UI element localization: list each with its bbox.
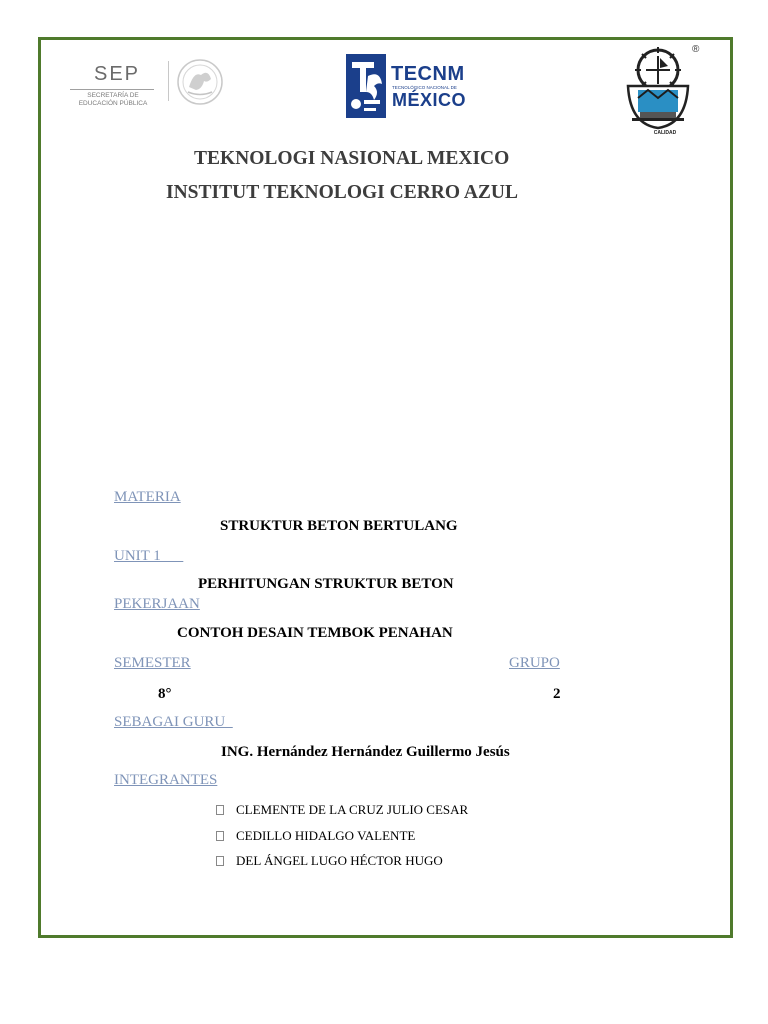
eagle-emblem-icon (174, 57, 226, 107)
grupo-value: 2 (553, 686, 561, 702)
tecnm-emblem-icon (344, 52, 390, 120)
member-name: CEDILLO HIDALGO VALENTE (236, 828, 416, 843)
tecnm-logo-country: MÉXICO (392, 90, 467, 110)
institute-seal-icon (622, 46, 692, 130)
institute-seal-logo (620, 44, 710, 144)
guru-value: ING. Hernández Hernández Guillermo Jesús (221, 744, 510, 760)
list-item (216, 828, 415, 844)
bullet-box-icon (216, 805, 224, 815)
bullet-box-icon (216, 856, 224, 866)
integrantes-label: INTEGRANTES (114, 772, 218, 788)
unit-value: PERHITUNGAN STRUKTUR BETON (198, 576, 454, 592)
registered-mark: ® (692, 44, 700, 55)
header-line2: INSTITUT TEKNOLOGI CERRO AZUL (166, 182, 519, 203)
materia-value: STRUKTUR BETON BERTULANG (220, 518, 458, 534)
seal-caption: CALIDAD (653, 130, 677, 136)
member-name: DEL ÁNGEL LUGO HÉCTOR HUGO (236, 853, 443, 868)
header-line1: TEKNOLOGI NASIONAL MEXICO (194, 148, 510, 169)
tecnm-logo (344, 52, 467, 120)
materia-label: MATERIA (114, 489, 181, 505)
sep-logo-subtitle: SECRETARÍA DE EDUCACIÓN PÚBLICA (78, 92, 148, 107)
tecnm-logo-word: TECNM (391, 63, 465, 85)
sep-logo-word: SEP (94, 63, 141, 85)
guru-label: SEBAGAI GURU (114, 714, 233, 730)
list-item (216, 853, 443, 869)
unit-label: UNIT 1 (114, 548, 184, 564)
tecnm-logo-subtitle: TECNOLÓGICO NACIONAL DE (392, 85, 457, 90)
grupo-label: GRUPO (509, 655, 560, 671)
pekerjaan-label: PEKERJAAN (114, 596, 200, 612)
semester-value: 8° (158, 686, 172, 702)
list-item (216, 802, 468, 818)
semester-label: SEMESTER (114, 655, 191, 671)
bullet-box-icon (216, 831, 224, 841)
pekerjaan-value: CONTOH DESAIN TEMBOK PENAHAN (177, 625, 453, 641)
member-name: CLEMENTE DE LA CRUZ JULIO CESAR (236, 802, 469, 817)
sep-logo (68, 55, 228, 110)
